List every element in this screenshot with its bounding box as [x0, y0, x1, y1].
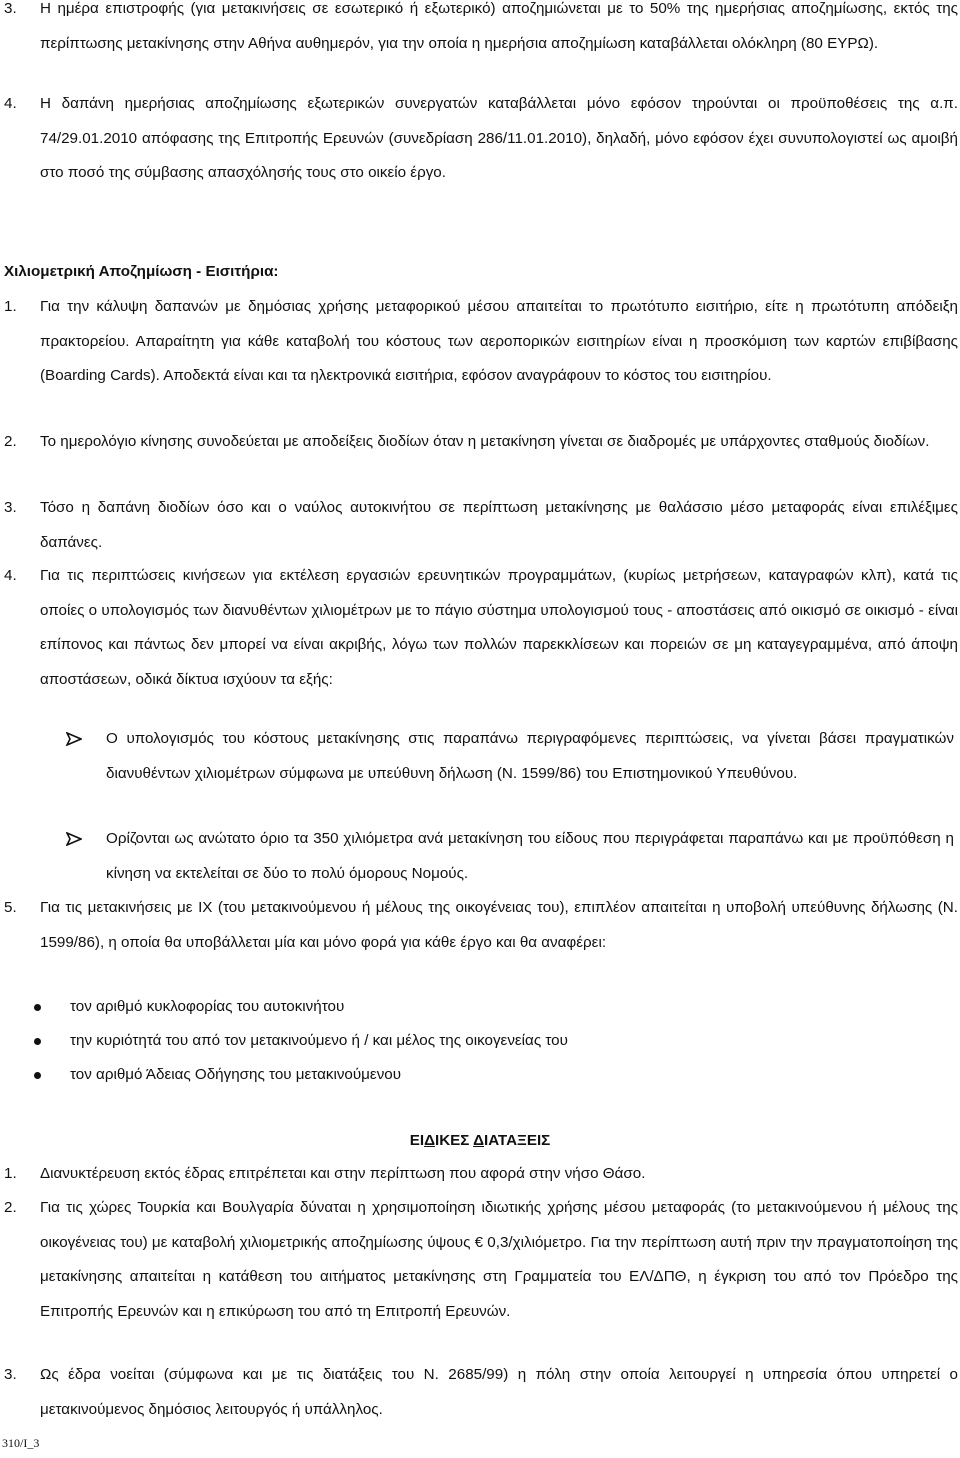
item-number: 2.: [4, 1199, 17, 1216]
title-part: Δ: [424, 1132, 435, 1149]
item-number: 4.: [4, 567, 17, 584]
item-number: 5.: [4, 899, 17, 916]
item-text: Για τις περιπτώσεις κινήσεων για εκτέλεση εργασιών ερευνητικών προγραμμάτων, (κυρίως μετρήσεων, καταγραφών κλπ), κατά τις οποίες ο υπολογισμός των διανυθέντων χιλιομέτρων με το πάγιο σύστημα υπολογισμού τους - αποστάσεις από οικισμό σε οικισμό - είναι επίπονος και πάντως δεν μπορεί να είναι ακριβής, λόγω των πολλών παρεκκλίσεων και πορειών σε μη καταγεγραμμένα, από άποψη αποστάσεων, οδικά δίκτυα ισχύουν τα εξής:: [40, 567, 958, 688]
arrow-bullet-icon: [66, 722, 96, 746]
special-item-1: [4, 1157, 958, 1192]
item-text: Η ημέρα επιστροφής (για μετακινήσεις σε εσωτερικό ή εξωτερικό) αποζημιώνεται με το 50% της ημερήσιας αποζημίωσης, εκτός της περίπτωσης μετακίνησης στην Αθήνα αυθημερόν, για την οποία η ημερήσια αποζημίωση καταβάλλεται ολόκληρη (80 ΕΥΡΩ).: [40, 0, 958, 52]
mileage-item-1: [4, 290, 958, 394]
item-text: Για τις χώρες Τουρκία και Βουλγαρία δύναται η χρησιμοποίηση ιδιωτικής χρήσης μέσου μεταφοράς (το μετακινούμενου ή μέλους της οικογένειας του) με καταβολή χιλιομετρικής αποζημίωσης ύψους € 0,3/χιλιόμετρο. Για την περίπτωση αυτή πριν την πραγματοποίηση της μετακίνησης απαιτείται η κατάθεση του αιτήματος μετακίνησης στη Γραμματεία του ΕΛ/ΔΠΘ, η έγκριση του από τον Πρόεδρο της Επιτροπής Ερευνών και η επικύρωση του από τη Επιτροπή Ερευνών.: [40, 1199, 958, 1320]
title-part: ΙΑΤΑΞΕΙΣ: [484, 1132, 551, 1149]
bullet-list-item: [34, 1058, 954, 1092]
title-part: ΕΙ: [409, 1132, 425, 1149]
item-text: Ως έδρα νοείται (σύμφωνα και με τις διατάξεις του Ν. 2685/99) η πόλη στην οποία λειτουργεί η υπηρεσία όπου υπηρετεί ο μετακινούμενος δημόσιος λειτουργός ή υπάλληλος.: [40, 1366, 958, 1418]
title-part: Δ: [473, 1132, 484, 1149]
bullet-list-item: [34, 990, 954, 1024]
mileage-item-2: [4, 425, 958, 460]
arrow-bullet-icon: [66, 822, 96, 846]
arrow-item-text: Ορίζονται ως ανώτατο όριο τα 350 χιλιόμετρα ανά μετακίνηση του είδους που περιγράφεται παραπάνω και με προϋπόθεση η κίνηση να εκτελείται σε δύο το πολύ όμορους Νομούς.: [106, 830, 954, 882]
bullet-text: τον αριθμό Άδειας Οδήγησης του μετακινούμενου: [70, 1066, 402, 1083]
bullet-list-item: [34, 1024, 954, 1058]
mileage-item-4: [4, 559, 958, 697]
item-number: 3.: [4, 1366, 17, 1383]
item-text: Διανυκτέρευση εκτός έδρας επιτρέπεται και στην περίπτωση που αφορά στην νήσο Θάσο.: [40, 1165, 646, 1182]
item-text: Το ημερολόγιο κίνησης συνοδεύεται με αποδείξεις διοδίων όταν η μετακίνηση γίνεται σε διαδρομές με υπάρχοντες σταθμούς διοδίων.: [40, 433, 930, 450]
intro-item-4: [4, 87, 958, 191]
special-item-3: [4, 1358, 958, 1427]
item-number: 1.: [4, 298, 17, 315]
item-text: Η δαπάνη ημερήσιας αποζημίωσης εξωτερικών συνεργατών καταβάλλεται μόνο εφόσον τηρούνται οι προϋποθέσεις της α.π. 74/29.01.2010 απόφασης της Επιτροπής Ερευνών (συνεδρίαση 286/11.01.2010), δηλαδή, μόνο εφόσον έχει συνυπολογιστεί ως αμοιβή στο ποσό της σύμβασης απασχόλησής τους στο οικείο έργο.: [40, 95, 958, 181]
page-footer-code: 310/Ι_3: [2, 1436, 40, 1450]
special-provisions-title: [0, 1124, 960, 1159]
item-text: Για την κάλυψη δαπανών με δημόσιας χρήσης μεταφορικού μέσου απαιτείται το πρωτότυπο εισιτήριο, είτε η πρωτότυπη απόδειξη πρακτορείου. Απαραίτητη για κάθε καταβολή του κόστους των αεροπορικών εισιτηρίων είναι η προσκόμιση των καρτών επιβίβασης (Boarding Cards). Αποδεκτά είναι και τα ηλεκτρονικά εισιτήρια, εφόσον αναγράφουν το κόστος του εισιτηρίου.: [40, 298, 958, 384]
item-number: 4.: [4, 95, 17, 112]
item-number: 2.: [4, 433, 17, 450]
bullet-dot-icon: [34, 1072, 41, 1079]
title-part: ΙΚΕΣ: [434, 1132, 474, 1149]
mileage-item-5: [4, 891, 958, 960]
arrow-item-text: Ο υπολογισμός του κόστους μετακίνησης στις παραπάνω περιγραφόμενες περιπτώσεις, να γίνεται βάσει πραγματικών διανυθέντων χιλιομέτρων σύμφωνα με υπεύθυνη δήλωση (Ν. 1599/86) του Επιστημονικού Υπευθύνου.: [106, 730, 954, 782]
item-text: Για τις μετακινήσεις με ΙΧ (του μετακινούμενου ή μέλους της οικογένειας του), επιπλέον απαιτείται η υποβολή υπεύθυνης δήλωσης (Ν. 1599/86), η οποία θα υποβάλλεται μία και μόνο φορά για κάθε έργο και θα αναφέρει:: [40, 899, 958, 951]
item-number: 3.: [4, 499, 17, 516]
item-number: 1.: [4, 1165, 17, 1182]
section-heading-mileage: Χιλιομετρική Αποζημίωση - Εισιτήρια:: [4, 263, 279, 280]
bullet-dot-icon: [34, 1038, 41, 1045]
arrow-list-item: [66, 822, 954, 891]
special-item-2: [4, 1191, 958, 1329]
item-text: Τόσο η δαπάνη διοδίων όσο και ο ναύλος αυτοκινήτου σε περίπτωση μετακίνησης με θαλάσσιο μέσο μεταφοράς είναι επιλέξιμες δαπάνες.: [40, 499, 958, 551]
item-number: 3.: [4, 0, 17, 17]
bullet-text: την κυριότητά του από τον μετακινούμενο ή / και μέλος της οικογενείας του: [70, 1032, 568, 1049]
bullet-text: τον αριθμό κυκλοφορίας του αυτοκινήτου: [70, 998, 345, 1015]
bullet-dot-icon: [34, 1004, 41, 1011]
arrow-list-item: [66, 722, 954, 791]
mileage-item-3: [4, 491, 958, 560]
intro-item-3: [4, 0, 958, 61]
